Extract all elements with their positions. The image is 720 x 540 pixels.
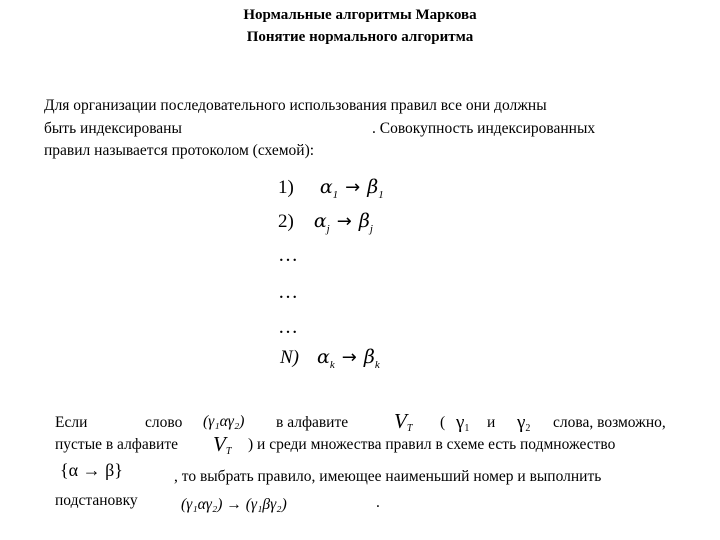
cond-empty-in-alphabet: пустые в алфавите	[55, 436, 179, 453]
cond-in-alphabet: в алфавите	[276, 414, 349, 431]
rule-left-subscript: 1	[332, 189, 339, 201]
formula-alphabet-2	[213, 432, 231, 457]
formula-substitution: (γ₁αγ₂) → (γ₁βγ₂)	[181, 496, 287, 513]
rule-label: 1)	[278, 177, 294, 198]
rule-right-subscript: k	[374, 359, 380, 371]
rule-1	[278, 176, 384, 201]
intro-line-3: правил называется протоколом (схемой):	[44, 142, 315, 159]
cond-words-maybe: слова, возможно,	[553, 414, 666, 431]
formula-alphabet-1	[394, 409, 412, 434]
gamma2-subscript: 2	[525, 423, 531, 434]
rule-label: 2)	[278, 211, 294, 232]
rule-left-symbol: α	[319, 176, 333, 198]
page-subtitle: Понятие нормального алгоритма	[246, 29, 474, 45]
cond-word-if: Если	[55, 414, 88, 431]
alphabet-symbol: V	[394, 409, 407, 433]
rule-ellipsis-3: …	[278, 316, 299, 338]
rule-ellipsis-1: …	[278, 244, 299, 266]
rule-left-symbol: α	[317, 346, 330, 368]
rule-right-symbol: β	[367, 176, 379, 198]
cond-period: .	[376, 494, 380, 511]
page-title: Нормальные алгоритмы Маркова	[243, 7, 477, 23]
arrow-icon: →	[341, 347, 357, 368]
gamma1-symbol: γ	[456, 412, 465, 433]
intro-line-1: Для организации последовательного использования правил все они должны	[44, 97, 547, 114]
alphabet-subscript: T	[225, 446, 232, 457]
intro-line-2b: . Совокупность индексированных	[372, 120, 596, 137]
cond-and: и	[487, 414, 496, 431]
rule-n	[280, 346, 380, 371]
rule-right-subscript: 1	[378, 189, 384, 201]
rule-2	[278, 210, 373, 235]
rule-left-subscript: j	[326, 223, 330, 235]
cond-word-word: слово	[145, 414, 183, 431]
rule-label: N)	[280, 347, 299, 368]
gamma1-subscript: 1	[464, 423, 470, 434]
cond-substitution: подстановку	[55, 492, 138, 509]
rule-right-symbol: β	[358, 210, 370, 232]
cond-among: ) и среди множества правил в схеме есть подмножество	[248, 436, 616, 453]
arrow-icon: →	[336, 211, 352, 232]
intro-line-2a: быть индексированы	[44, 120, 182, 137]
alphabet-subscript: T	[406, 423, 413, 434]
arrow-icon: →	[345, 177, 361, 198]
gamma2-symbol: γ	[517, 412, 526, 433]
rule-left-symbol: α	[313, 210, 327, 232]
rule-left-subscript: k	[329, 359, 335, 371]
alphabet-symbol: V	[213, 432, 226, 456]
cond-then: , то выбрать правило, имеющее наименьший номер и выполнить	[174, 468, 602, 485]
rule-right-subscript: j	[369, 223, 373, 235]
cond-open-paren: (	[440, 414, 446, 431]
formula-gamma2	[517, 412, 530, 434]
formula-subset: {α → β}	[60, 460, 123, 480]
formula-word: (γ₁αγ₂)	[203, 413, 245, 430]
formula-gamma1	[456, 412, 469, 434]
rule-right-symbol: β	[363, 346, 375, 368]
rule-ellipsis-2: …	[278, 281, 299, 303]
